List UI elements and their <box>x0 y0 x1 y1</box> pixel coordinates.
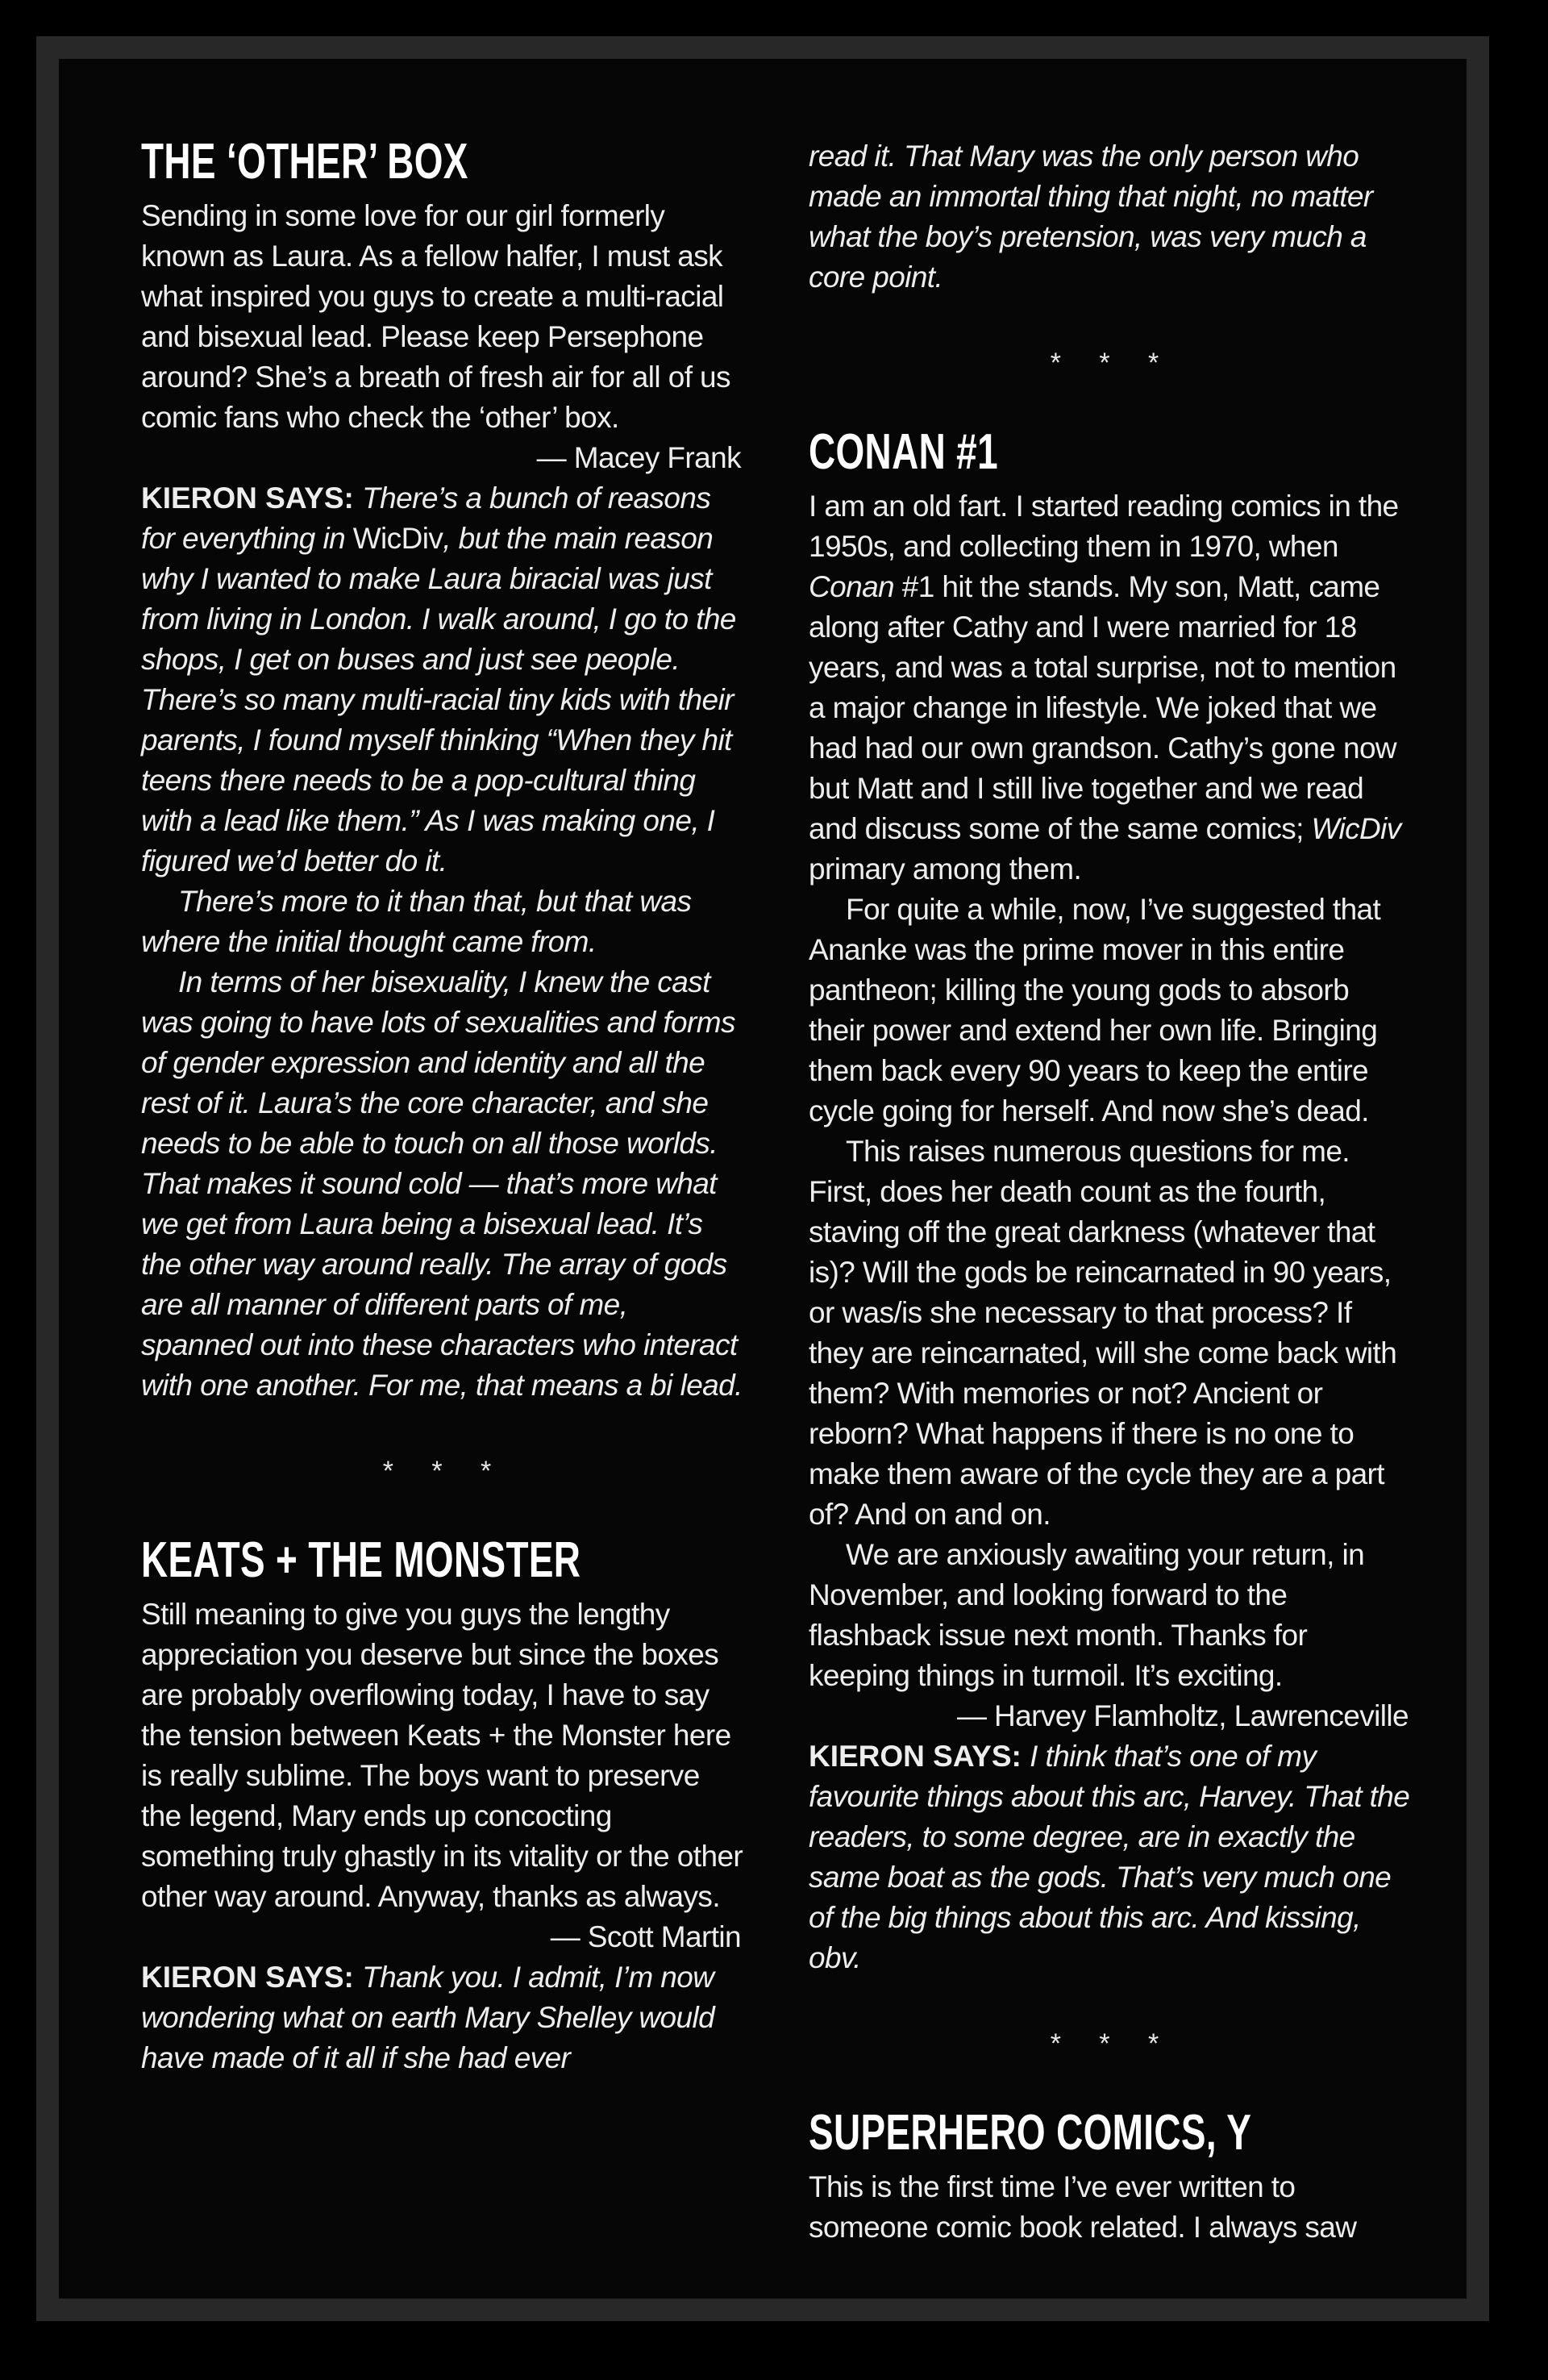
section-separator: * * * <box>1050 348 1171 378</box>
kieron-reply-paragraph <box>141 882 744 962</box>
text-segment: For quite a while, now, I’ve suggested that Ananke was the prime mover in this entire pantheon; killing the young gods to absorb their power and extend her own life. Bringing them back every 90 years to keep the entire cycle going for herself. And now she’s dead. <box>809 893 1381 1127</box>
kieron-reply-paragraph <box>809 136 1412 298</box>
section-heading-text: SUPERHERO COMICS, Y <box>809 2105 1252 2161</box>
section-heading <box>809 424 1412 480</box>
text-segment: , but the main reason why I wanted to make Laura biracial was just from living in London. I walk around, I go to the shops, I get on buses and just see people. There’s so many multi-racial tiny kids with their parents, I found myself thinking “When they hit teens there needs to be a pop-cultural thing with a lead like them.” As I was making one, I figured we’d better do it. <box>141 522 736 877</box>
letter-signature: — Scott Martin <box>550 1920 741 1953</box>
letter-paragraph <box>809 2167 1412 2248</box>
section-heading-text: CONAN #1 <box>809 424 998 480</box>
text-segment: This raises numerous questions for me. First, does her death count as the fourth, staving off the great darkness (whatever that is)? Will the gods be reincarnated in 90 years, or was/is she necessary to that process? If they are reincarnated, will she come back with them? With memories or not? Ancient or reborn? What happens if there is no one to make them aware of the cycle they are a part of? And on and on. <box>809 1135 1397 1531</box>
text-segment: Sending in some love for our girl formerly known as Laura. As a fellow halfer, I must ask what inspired you guys to create a multi-racial and bisexual lead. Please keep Persephone around? She’s a breath of fresh air for all of us comic fans who check the ‘other’ box. <box>141 199 730 434</box>
text-segment: KIERON SAYS: <box>141 481 363 515</box>
letter-paragraph <box>141 1594 744 1917</box>
section-heading <box>141 136 744 188</box>
letter-signature: — Macey Frank <box>536 441 741 474</box>
text-segment: read it. That Mary was the only person who made an immortal thing that night, no matter what the boy’s pretension, was very much a core point. <box>809 140 1373 294</box>
text-segment: I think that’s one of my favourite things about this arc, Harvey. That the readers, to some degree, are in exactly the same boat as the gods. That’s very much one of the big things about this arc. And kissing, obv. <box>809 1740 1410 1974</box>
kieron-reply-paragraph <box>141 962 744 1406</box>
text-segment: WicDiv <box>1311 812 1401 845</box>
text-segment: There’s a bunch of reasons for everything in <box>141 481 711 555</box>
kieron-reply-paragraph <box>141 1957 744 2078</box>
section-heading <box>809 2107 1412 2159</box>
text-segment: We are anxiously awaiting your return, in November, and looking forward to the flashback issue next month. Thanks for keeping things in turmoil. It’s exciting. <box>809 1538 1365 1692</box>
text-segment: In terms of her bisexuality, I knew the cast was going to have lots of sexualities and forms of gender expression and identity and all the rest of it. Laura’s the core character, and she needs to be able to touch on all those worlds. That makes it sound cold — that’s more what we get from Laura being a bisexual lead. It’s the other way around really. The array of gods are all manner of different parts of me, spanned out into these characters who interact with one another. For me, that means a bi lead. <box>141 965 743 1402</box>
letter-paragraph <box>141 196 744 438</box>
text-segment: Thank you. I admit, I’m now wondering what on earth Mary Shelley would have made of it all if she had ever <box>141 1961 715 2074</box>
text-segment: Conan <box>809 570 895 603</box>
text-segment: KIERON SAYS: <box>809 1740 1030 1773</box>
text-segment: WicDiv <box>352 522 443 555</box>
section-separator: * * * <box>382 1456 503 1486</box>
text-segment: #1 hit the stands. My son, Matt, came along after Cathy and I were married for 18 years, and was a total surprise, not to mention a major change in lifestyle. We joked that we had had our own grandson. Cathy’s gone now but Matt and I still live together and we read and discuss some of the same comics; <box>809 570 1397 845</box>
letters-content <box>141 136 1418 2282</box>
kieron-reply-paragraph <box>809 1736 1412 1978</box>
text-segment: I am an old fart. I started reading comics in the 1950s, and collecting them in 1970, when <box>809 490 1399 563</box>
text-segment: This is the first time I’ve ever written to someone comic book related. I always saw <box>809 2170 1357 2244</box>
kieron-reply-paragraph <box>141 478 744 882</box>
text-segment: Still meaning to give you guys the lengthy appreciation you deserve but since the boxes are probably overflowing today, I have to say the tension between Keats + the Monster here is really sublime. The boys want to preserve the legend, Mary ends up concocting something truly ghastly in its vitality or the other other way around. Anyway, thanks as always. <box>141 1598 743 1913</box>
letter-paragraph <box>809 486 1412 890</box>
text-segment: KIERON SAYS: <box>141 1961 363 1994</box>
right-column <box>809 136 1412 2282</box>
letter-paragraph <box>809 890 1412 1132</box>
section-heading-text: KEATS + THE MONSTER <box>141 1532 581 1588</box>
section-separator: * * * <box>1050 2028 1171 2059</box>
page-frame <box>36 36 1489 2321</box>
letter-paragraph <box>809 1535 1412 1696</box>
left-column <box>141 136 744 2282</box>
section-heading-text: THE ‘OTHER’ BOX <box>141 134 468 190</box>
letter-paragraph <box>809 1132 1412 1535</box>
section-heading <box>141 1532 744 1588</box>
text-segment: primary among them. <box>809 852 1082 886</box>
letter-signature: — Harvey Flamholtz, Lawrenceville <box>956 1699 1409 1732</box>
text-segment: There’s more to it than that, but that was where the initial thought came from. <box>141 885 692 958</box>
